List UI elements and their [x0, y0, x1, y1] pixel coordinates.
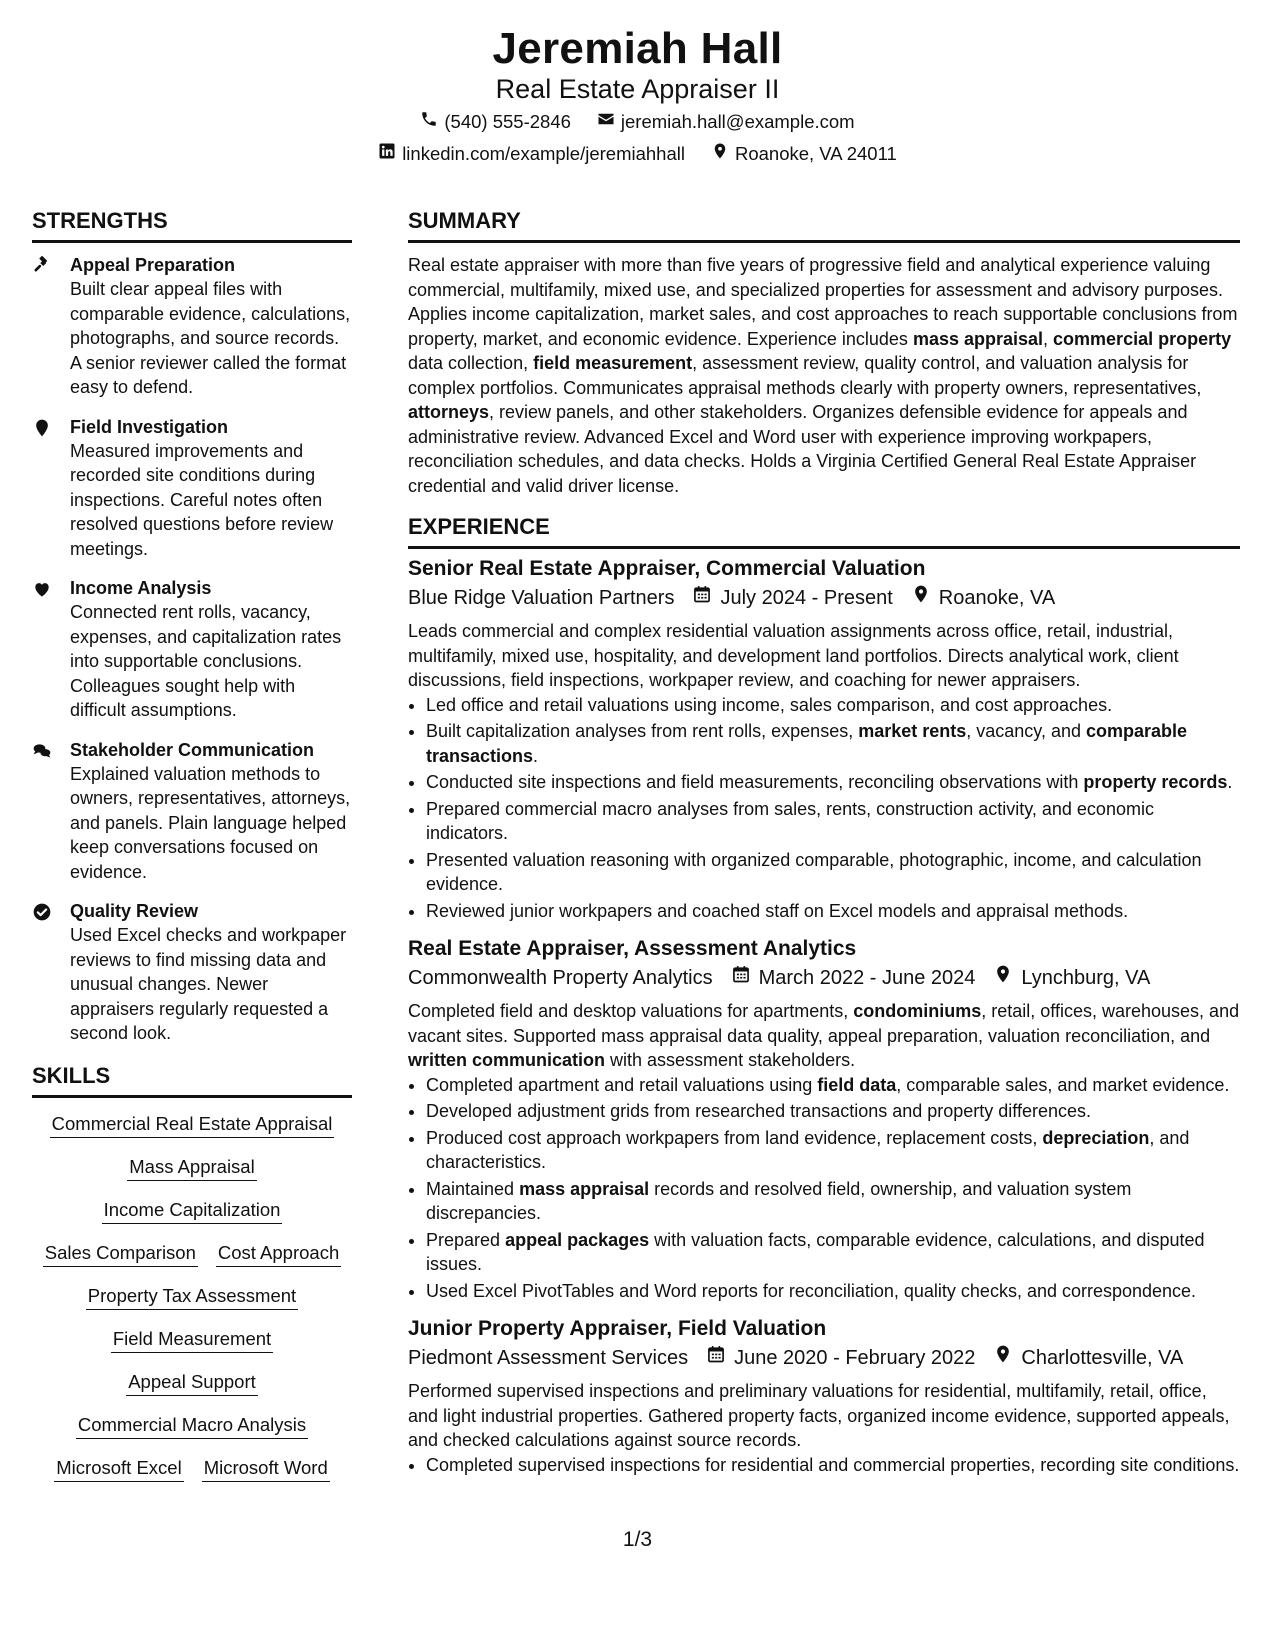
location-text: Lynchburg, VA — [1021, 967, 1151, 989]
skill-row — [32, 1456, 352, 1482]
job-dates — [731, 963, 976, 993]
comments-icon — [32, 738, 70, 885]
text-fragment: Leads commercial and complex residential valuation assignments across office, retail, industrial, multifamily, mixed use, hospitality, and development land portfolios. Directs analytical work, client discussions, field inspections, workpaper review, and coaching for newer appraisers. — [408, 621, 1179, 690]
bullet-item — [426, 770, 1240, 795]
text-fragment: Performed supervised inspections and preliminary valuations for residential, multifamily, retail, office, and light industrial properties. Gathered property facts, organized income evidence, supported appeals, and checked calculations against source records. — [408, 1381, 1230, 1450]
phone-contact — [420, 106, 571, 138]
bullet-item — [426, 899, 1240, 924]
text-fragment: Led office and retail valuations using income, sales comparison, and cost approaches. — [426, 694, 1113, 715]
skill-row — [32, 1284, 352, 1310]
bold-keyword: market rents — [858, 721, 967, 741]
text-fragment: Developed adjustment grids from researched transactions and property differences. — [426, 1101, 1092, 1121]
skill-row — [32, 1413, 352, 1439]
bold-keyword: condominiums — [853, 1001, 982, 1021]
text-fragment: Real estate appraiser with more than five years of progressive field and analytical experience valuing commercial, multifamily, mixed use, and specialized properties for assessment and advisory purposes. Applies income capitalization, market sales, and cost approaches to reach supportable conclusions from property, market, and economic evidence. Experience includes — [408, 255, 1238, 349]
bold-keyword: mass appraisal — [912, 328, 1044, 349]
job-description — [408, 619, 1240, 693]
strengths-list — [32, 253, 352, 1046]
bold-keyword: mass appraisal — [519, 1178, 650, 1199]
skill-row — [32, 1198, 352, 1224]
text-fragment: , assessment review, quality control, and valuation analysis for complex portfolios. Communicates appraisal methods clearly with property owners, representatives, — [408, 353, 1202, 398]
job-location — [993, 963, 1150, 993]
calendar-icon — [731, 963, 751, 993]
bullet-item — [426, 1177, 1240, 1226]
bold-keyword: written communication — [408, 1050, 606, 1070]
job-meta — [408, 963, 1240, 993]
strength-item — [32, 899, 352, 1046]
bold-keyword: field measurement — [533, 353, 693, 373]
strength-item — [32, 738, 352, 885]
linkedin-text[interactable]: linkedin.com/example/jeremiahhall — [402, 143, 685, 164]
candidate-role: Real Estate Appraiser II — [495, 74, 780, 104]
strengths-heading: STRENGTHS — [32, 206, 352, 243]
job-meta — [408, 583, 1240, 613]
job-title: Senior Real Estate Appraiser, Commercial Valuation — [408, 557, 926, 580]
text-fragment: with assessment stakeholders. — [605, 1050, 856, 1070]
bullet-item — [426, 797, 1240, 846]
text-fragment: Prepared commercial macro analyses from sales, rents, construction activity, and economic indicators. — [426, 798, 1154, 843]
strength-body — [70, 253, 352, 400]
strength-item — [32, 576, 352, 723]
calendar-icon — [692, 583, 712, 613]
dates-text: March 2022 - June 2024 — [758, 967, 976, 989]
skill-tag: Appeal Support — [126, 1370, 258, 1396]
phone-text[interactable]: (540) 555-2846 — [444, 111, 571, 132]
skills-list — [32, 1112, 352, 1482]
company-text: Commonwealth Property Analytics — [408, 967, 713, 989]
text-fragment: Maintained — [426, 1178, 520, 1199]
strength-description: Built clear appeal files with comparable evidence, calculations, photographs, and source records. A senior reviewer called the format easy to defend. — [70, 279, 351, 397]
gavel-icon — [32, 253, 70, 400]
map-marker-icon — [993, 1343, 1013, 1373]
job-meta — [408, 1343, 1240, 1373]
text-fragment: Prepared — [426, 1229, 506, 1250]
skill-tag: Sales Comparison — [43, 1241, 198, 1267]
map-marker-icon — [711, 138, 729, 170]
bullet-item — [426, 693, 1240, 718]
job-entry — [408, 555, 1240, 923]
jobs-list — [408, 555, 1240, 1477]
company-text: Piedmont Assessment Services — [408, 1347, 689, 1369]
summary-text — [408, 253, 1240, 498]
strength-title: Stakeholder Communication — [70, 739, 315, 760]
skill-tag: Microsoft Excel — [54, 1456, 183, 1482]
text-fragment: Used Excel PivotTables and Word reports for reconciliation, quality checks, and correspondence. — [426, 1280, 1197, 1301]
bullet-item — [426, 1099, 1240, 1124]
map-marker-icon — [32, 415, 70, 562]
dates-text: June 2020 - February 2022 — [734, 1347, 976, 1369]
text-fragment: with valuation facts, comparable evidence, calculations, and disputed issues. — [426, 1229, 1205, 1274]
text-fragment: , comparable sales, and market evidence. — [896, 1074, 1230, 1095]
resume-header — [0, 24, 1275, 170]
bullet-item — [426, 1126, 1240, 1175]
right-column — [408, 206, 1240, 1489]
text-fragment: Built capitalization analyses from rent rolls, expenses, — [426, 721, 859, 741]
envelope-icon — [597, 106, 615, 138]
contact-line-1 — [0, 106, 1275, 138]
skill-row — [32, 1241, 352, 1267]
calendar-icon — [706, 1343, 726, 1373]
skills-heading: SKILLS — [32, 1061, 352, 1098]
skill-tag: Microsoft Word — [202, 1456, 330, 1482]
linkedin-contact — [378, 138, 685, 170]
location-text: Charlottesville, VA — [1021, 1347, 1184, 1369]
job-bullets — [408, 1073, 1240, 1304]
text-fragment: data collection, — [408, 353, 534, 373]
text-fragment: records and resolved field, ownership, and valuation system discrepancies. — [426, 1178, 1132, 1223]
company-name — [408, 1343, 688, 1373]
text-fragment: Reviewed junior workpapers and coached staff on Excel models and appraisal methods. — [426, 900, 1129, 921]
job-location — [993, 1343, 1183, 1373]
bullet-item — [426, 1453, 1240, 1478]
experience-heading: EXPERIENCE — [408, 512, 1240, 549]
skill-row — [32, 1155, 352, 1181]
bold-keyword: appeal packages — [505, 1229, 650, 1250]
bold-keyword: comparable transactions — [426, 721, 1188, 766]
text-fragment: Completed apartment and retail valuations using — [426, 1074, 818, 1095]
strength-item — [32, 253, 352, 400]
text-fragment: , retail, offices, warehouses, and vacant sites. Supported mass appraisal data quality, appeal preparation, valuation reconciliation, and — [408, 1001, 1240, 1046]
text-fragment: Presented valuation reasoning with organized comparable, photographic, income, and calculation evidence. — [426, 849, 1202, 894]
company-name — [408, 963, 713, 993]
bullet-item — [426, 1279, 1240, 1304]
page-number: 1/3 — [622, 1528, 653, 1551]
strength-body — [70, 576, 352, 723]
text-fragment: , vacancy, and — [966, 721, 1086, 741]
map-marker-icon — [911, 583, 931, 613]
skill-tag: Income Capitalization — [102, 1198, 283, 1224]
linkedin-icon — [378, 138, 396, 170]
text-fragment: , and characteristics. — [426, 1127, 1190, 1172]
job-bullets — [408, 1453, 1240, 1478]
job-title: Junior Property Appraiser, Field Valuation — [408, 1317, 827, 1340]
skill-tag: Commercial Real Estate Appraisal — [50, 1112, 335, 1138]
skill-tag: Property Tax Assessment — [86, 1284, 298, 1310]
contact-line-2 — [0, 138, 1275, 170]
strength-title: Quality Review — [70, 901, 199, 921]
skill-tag: Mass Appraisal — [127, 1155, 256, 1181]
email-text[interactable]: jeremiah.hall@example.com — [620, 111, 855, 132]
job-location — [911, 583, 1055, 613]
skill-tag: Field Measurement — [111, 1327, 273, 1353]
strength-description: Used Excel checks and workpaper reviews to find missing data and unusual changes. Newer appraisers regularly requested a second look. — [70, 925, 347, 1043]
strength-body — [70, 899, 352, 1046]
dates-text: July 2024 - Present — [720, 587, 893, 609]
job-bullets — [408, 693, 1240, 924]
job-title: Real Estate Appraiser, Assessment Analytics — [408, 937, 857, 960]
phone-icon — [420, 106, 438, 138]
text-fragment: Conducted site inspections and field measurements, reconciling observations with — [426, 772, 1084, 792]
strength-title: Appeal Preparation — [70, 255, 236, 275]
job-dates — [692, 583, 892, 613]
strength-description: Explained valuation methods to owners, representatives, attorneys, and panels. Plain language helped keep conversations focused on evidence. — [70, 763, 351, 882]
skill-row — [32, 1112, 352, 1138]
strength-description: Connected rent rolls, vacancy, expenses, and capitalization rates into supportable conclusions. Colleagues sought help with difficult assumptions. — [70, 602, 342, 720]
text-fragment: Completed field and desktop valuations for apartments, — [408, 1001, 854, 1021]
location-text: Roanoke, VA 24011 — [734, 143, 897, 164]
check-circle-icon — [32, 899, 70, 1046]
summary-heading: SUMMARY — [408, 206, 1240, 243]
company-text: Blue Ridge Valuation Partners — [408, 587, 675, 609]
location-contact — [711, 138, 897, 170]
bullet-item — [426, 719, 1240, 768]
skill-row — [32, 1370, 352, 1396]
bullet-item — [426, 848, 1240, 897]
skill-tag: Commercial Macro Analysis — [76, 1413, 308, 1439]
heart-icon — [32, 576, 70, 723]
email-contact — [597, 106, 855, 138]
job-dates — [706, 1343, 975, 1373]
job-entry — [408, 1315, 1240, 1477]
strength-title: Income Analysis — [70, 578, 212, 598]
map-marker-icon — [993, 963, 1013, 993]
text-fragment: Produced cost approach workpapers from land evidence, replacement costs, — [426, 1127, 1043, 1148]
bullet-item — [426, 1073, 1240, 1098]
strength-title: Field Investigation — [70, 416, 229, 437]
strength-item — [32, 415, 352, 562]
text-fragment: , — [1043, 328, 1054, 349]
text-fragment: , review panels, and other stakeholders. Organizes defensible evidence for appeals and administrative review. Advanced Excel and Word user with experience improving workpapers, reconciliation schedules, and data checks. Holds a Virginia Certified General Real Estate Appraiser credential and valid driver license. — [408, 402, 1197, 496]
job-entry — [408, 935, 1240, 1303]
company-name — [408, 583, 674, 613]
strength-body — [70, 738, 352, 885]
skill-row — [32, 1327, 352, 1353]
left-column — [32, 206, 352, 1499]
skill-tag: Cost Approach — [216, 1241, 341, 1267]
job-description — [408, 999, 1240, 1073]
bold-keyword: property records — [1083, 772, 1228, 792]
bold-keyword: attorneys — [408, 402, 490, 422]
bullet-item — [426, 1228, 1240, 1277]
bold-keyword: commercial property — [1053, 328, 1232, 349]
text-fragment: Completed supervised inspections for residential and commercial properties, recording site conditions. — [426, 1454, 1240, 1475]
text-fragment: . — [1227, 772, 1233, 792]
bold-keyword: depreciation — [1042, 1127, 1150, 1148]
bold-keyword: field data — [817, 1074, 897, 1095]
text-fragment: . — [533, 745, 539, 766]
job-description — [408, 1379, 1240, 1453]
strength-description: Measured improvements and recorded site conditions during inspections. Careful notes often resolved questions before review meetings. — [70, 440, 334, 559]
location-text: Roanoke, VA — [938, 587, 1056, 609]
strength-body — [70, 415, 352, 562]
candidate-name: Jeremiah Hall — [492, 24, 783, 73]
